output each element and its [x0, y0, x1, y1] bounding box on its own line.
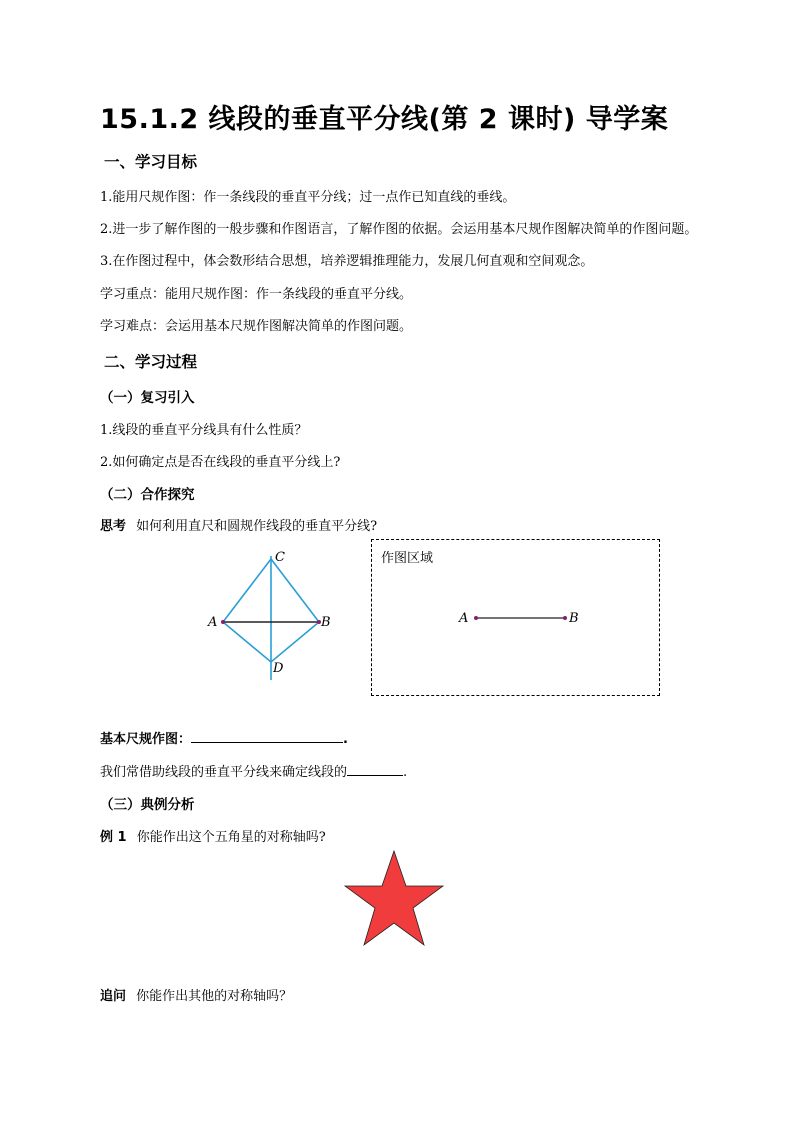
example-line	[100, 826, 326, 845]
review-item-2: 2.如何确定点是否在线段的垂直平分线上?	[100, 455, 341, 470]
drawing-area-label: 作图区域	[381, 551, 434, 566]
part-heading-examples: （三）典例分析	[100, 797, 195, 813]
followup-text: 你能作出其他的对称轴吗？	[136, 989, 293, 1004]
goal-item-1: 1.能用尺规作图：作一条线段的垂直平分线；过一点作已知直线的垂线。	[100, 190, 516, 205]
drawing-label-a: A	[459, 611, 469, 626]
drawing-point-a	[474, 616, 478, 620]
label-c: C	[275, 550, 285, 565]
example-label: 例 1	[100, 830, 127, 845]
think-label: 思考	[100, 519, 127, 534]
basic-construction-end: .	[343, 732, 348, 747]
fill-sentence-text: 我们常借助线段的垂直平分线来确定线段的	[100, 765, 348, 780]
drawing-label-b: B	[569, 611, 579, 626]
segment-ab-drawing	[372, 540, 659, 695]
label-b: B	[321, 615, 331, 630]
part-heading-explore: （二）合作探究	[100, 487, 195, 503]
fill-sentence-blank[interactable]	[347, 761, 403, 776]
label-d: D	[273, 661, 284, 676]
star-shape	[345, 851, 443, 945]
basic-construction-label: 基本尺规作图：	[100, 732, 192, 747]
review-item-1: 1.线段的垂直平分线具有什么性质？	[100, 423, 308, 438]
page-title: 15.1.2 线段的垂直平分线(第 2 课时) 导学案	[100, 104, 669, 135]
think-line	[100, 515, 377, 534]
drawing-area[interactable]	[371, 539, 660, 696]
basic-construction-line	[100, 728, 348, 747]
goal-item-3: 3.在作图过程中，体会数形结合思想，培养逻辑推理能力，发展几何直观和空间观念。	[100, 254, 594, 269]
fill-sentence-end: .	[403, 765, 408, 780]
point-a	[221, 620, 225, 624]
section-heading-process: 二、学习过程	[104, 353, 198, 371]
part-heading-review: （一）复习引入	[100, 390, 195, 406]
basic-construction-blank[interactable]	[191, 728, 343, 743]
key-point: 学习重点：能用尺规作图：作一条线段的垂直平分线。	[100, 287, 413, 302]
five-pointed-star	[340, 848, 448, 950]
think-text: 如何利用直尺和圆规作线段的垂直平分线?	[136, 519, 378, 534]
followup-label: 追问	[100, 989, 127, 1004]
drawing-point-b	[563, 616, 567, 620]
perpendicular-bisector-figure	[200, 545, 345, 685]
example-text: 你能作出这个五角星的对称轴吗?	[136, 830, 326, 845]
fill-sentence	[100, 761, 407, 780]
label-a: A	[208, 615, 218, 630]
followup-line	[100, 985, 292, 1004]
section-heading-goals: 一、学习目标	[104, 153, 198, 171]
goal-item-2: 2.进一步了解作图的一般步骤和作图语言，了解作图的依据。会运用基本尺规作图解决简单的作图问题。	[100, 222, 698, 237]
difficulty-point: 学习难点：会运用基本尺规作图解决简单的作图问题。	[100, 319, 413, 334]
